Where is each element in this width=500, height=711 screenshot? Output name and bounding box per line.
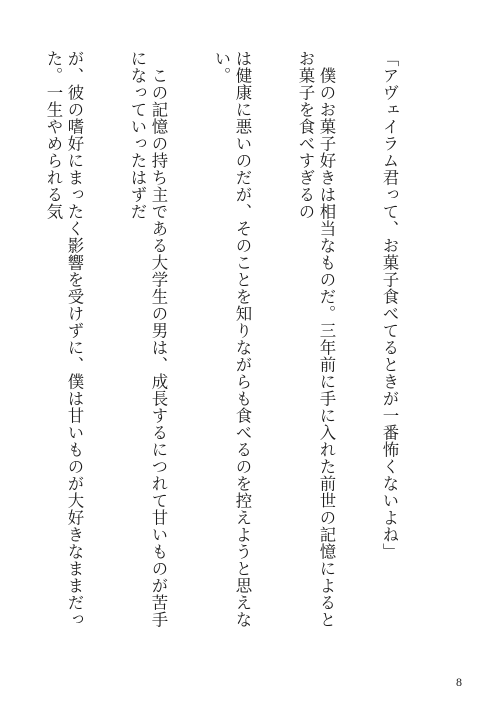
vertical-text-body <box>46 50 442 644</box>
text-line: 「アヴェイラム君って、お菓子食べてるときが一番怖くないよね」 <box>380 50 399 560</box>
text-line <box>0 50 1 644</box>
page-number: 8 <box>456 675 462 689</box>
text-line: は健康に悪いのだが、そのことを知りながらも食べるのを控えようと思えない。 <box>212 50 252 628</box>
text-line: が、彼の嗜好にまったく影響を受けずに、僕は甘いものが大好きなままだった。一生やめられる気 <box>44 50 84 628</box>
text-line: 僕のお菓子好きは相当なものだ。三年前に手に入れた前世の記憶によるとお菓子を食べすぎるの <box>296 50 336 628</box>
text-line: この記憶の持ち主である大学生の男は、成長するにつれて甘いものが苦手になっていったはずだ <box>128 50 168 628</box>
